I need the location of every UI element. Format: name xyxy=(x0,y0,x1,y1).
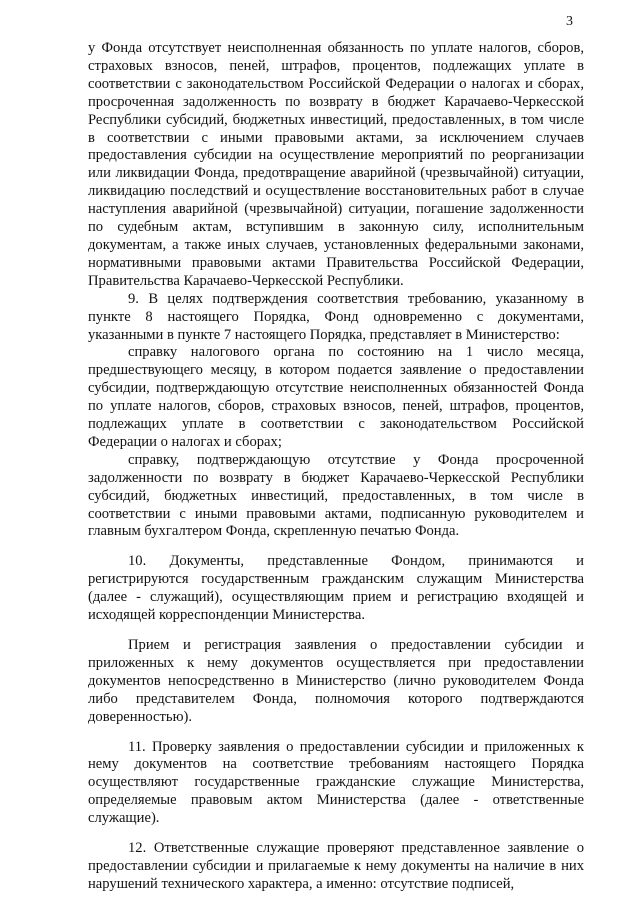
paragraph-fund-no-debt: у Фонда отсутствует неисполненная обязанность по уплате налогов, сборов, страховых взносов, пеней, штрафов, процентов, подлежащих уплате в соответствии с законодательством Российской Федерации о налогах и сборах, просроченная задолженность по возврату в бюджет Карачаево-Черкесской Республики субсидий, бюджетных инвестиций, предоставленных, в том числе в соответствии с иными правовыми актами, за исключением случаев предоставления субсидии на осуществление мероприятий по реорганизации или ликвидации Фонда, предотвращение аварийной (чрезвычайной) ситуации, ликвидацию последствий и осуществление восстановительных работ в случае наступления аварийной (чрезвычайной) ситуации, погашение задолженности по судебным актам, вступившим в законную силу, исполнительным документам, а также иных случаев, установленных федеральными законами, нормативными правовыми актами Правительства Российской Федерации, Правительства Карачаево-Черкесской Республики. xyxy=(88,40,584,289)
paragraph-item-11: 11. Проверку заявления о предоставлении субсидии и приложенных к нему документов на соответствие требованиям настоящего Порядка осуществляют государственные гражданские служащие Министерства, определяемые правовым актом Министерства (далее - ответственные служащие). xyxy=(88,738,584,827)
paragraph-tax-certificate: справку налогового органа по состоянию на 1 число месяца, предшествующего месяцу, в котором подается заявление о предоставлении субсидии, подтверждающую отсутствие неисполненных обязанностей Фонда по уплате налогов, сборов, страховых взносов, пеней, штрафов, процентов, подлежащих уплате в соответствии с законодательством Российской Федерации о налогах и сборах; xyxy=(88,344,584,450)
document-body xyxy=(88,40,584,894)
page-number: 3 xyxy=(566,14,573,29)
paragraph-item-12: 12. Ответственные служащие проверяют представленное заявление о предоставлении субсидии и прилагаемые к нему документы на наличие в них нарушений технического характера, а именно: отсутствие подписей, xyxy=(88,840,584,892)
paragraph-reception-registration: Прием и регистрация заявления о предоставлении субсидии и приложенных к нему документов осуществляется при предоставлении документов непосредственно в Министерство (лично руководителем Фонда либо представителем Фонда, полномочия которого подтверждаются доверенностью). xyxy=(88,637,584,725)
paragraph-item-9: 9. В целях подтверждения соответствия требованию, указанному в пункте 8 настоящего Порядка, Фонд одновременно с документами, указанными в пункте 7 настоящего Порядка, представляет в Министерство: xyxy=(88,290,584,343)
paragraph-budget-debt-certificate: справку, подтверждающую отсутствие у Фонда просроченной задолженности по возврату в бюджет Карачаево-Черкесской Республики субсидий, бюджетных инвестиций, предоставленных, в том числе в соответствии с иными правовыми актами, подписанную руководителем и главным бухгалтером Фонда, скрепленную печатью Фонда. xyxy=(88,451,584,540)
paragraph-item-10: 10. Документы, представленные Фондом, принимаются и регистрируются государственным гражданским служащим Министерства (далее - служащий), осуществляющим прием и регистрацию входящей и исходящей корреспонденции Министерства. xyxy=(88,553,584,624)
